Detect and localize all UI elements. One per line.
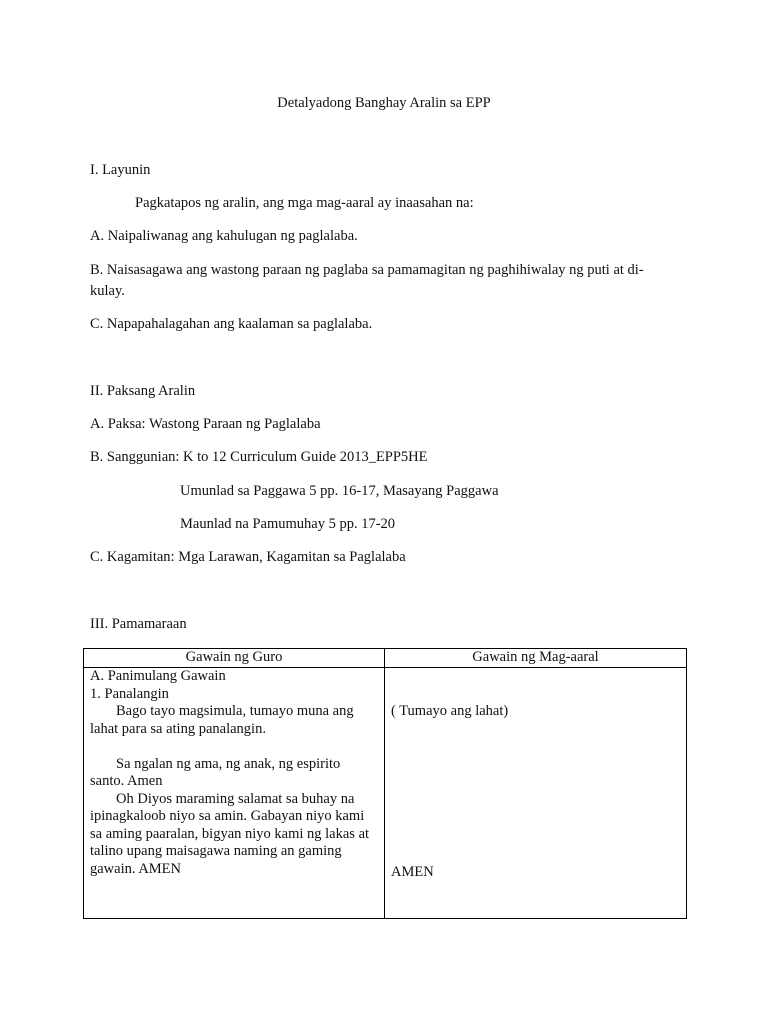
reference-1: Umunlad sa Paggawa 5 pp. 16-17, Masayang Paggawa: [180, 483, 499, 499]
spacer: [90, 738, 378, 756]
objective-b-line2: kulay.: [90, 283, 125, 299]
column-header-guro: Gawain ng Guro: [84, 649, 385, 668]
objectives-intro: Pagkatapos ng aralin, ang mga mag-aaral ay inaasahan na:: [135, 195, 474, 211]
guro-instruction: Bago tayo magsimula, tumayo muna ang lahat para sa ating panalangin.: [90, 703, 354, 737]
student-response-amen: AMEN: [391, 864, 434, 880]
reference-2: Maunlad na Pamumuhay 5 pp. 17-20: [180, 516, 396, 532]
guro-cell: [84, 668, 385, 919]
prayer-body: Oh Diyos maraming salamat sa buhay na ipinagkaloob niyo sa amin. Gabayan niyo kami sa aming paaralan, bigyan niyo kami ng lakas at talino upang maisagawa naming an gaming gawain. AMEN: [90, 790, 370, 877]
mag-aaral-cell: [385, 668, 687, 919]
kagamitan: C. Kagamitan: Mga Larawan, Kagamitan sa Paglalaba: [90, 549, 406, 565]
column-header-mag-aaral: Gawain ng Mag-aaral: [385, 649, 687, 668]
document-title: Detalyadong Banghay Aralin sa EPP: [277, 95, 491, 111]
section-heading-pamamaraan: III. Pamamaraan: [90, 616, 187, 632]
student-response-stand: ( Tumayo ang lahat): [391, 703, 509, 719]
step-heading: 1. Panalangin: [90, 685, 169, 702]
objective-c: C. Napapahalagahan ang kaalaman sa paglalaba.: [90, 316, 373, 332]
table-header-row: [84, 649, 687, 668]
table-row: [84, 668, 687, 919]
sanggunian: B. Sanggunian: K to 12 Curriculum Guide 2013_EPP5HE: [90, 449, 428, 465]
part-heading: A. Panimulang Gawain: [90, 668, 226, 684]
objective-a: A. Naipaliwanag ang kahulugan ng paglalaba.: [90, 228, 358, 244]
section-heading-layunin: I. Layunin: [90, 162, 151, 178]
paksa: A. Paksa: Wastong Paraan ng Paglalaba: [90, 416, 321, 432]
procedure-table: [83, 648, 687, 919]
section-heading-paksang-aralin: II. Paksang Aralin: [90, 383, 196, 399]
objective-b-line1: B. Naisasagawa ang wastong paraan ng paglaba sa pamamagitan ng paghihiwalay ng puti at di-: [90, 262, 644, 278]
prayer-opening: Sa ngalan ng ama, ng anak, ng espirito santo. Amen: [90, 755, 341, 789]
